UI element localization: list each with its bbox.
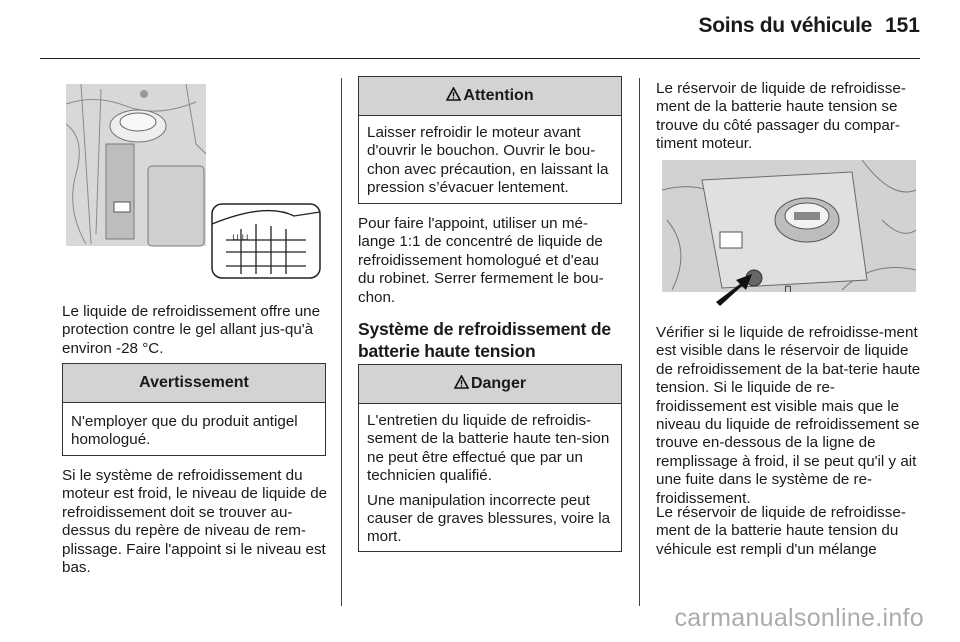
warning-box — [62, 363, 326, 456]
warning-triangle-icon — [454, 375, 469, 389]
danger-box — [358, 364, 622, 552]
engine-coolant-illustration — [66, 84, 322, 280]
coolant-level-text: Si le système de refroidissement du moteur est froid, le niveau de liquide de refroidissement doit se trouver au-dessus du repère de niveau de rem-plissage. Faire l'appoint si le niveau est bas. — [62, 467, 328, 577]
warning-box-text: N'employer que du produit antigel homologué. — [71, 413, 298, 449]
column-divider — [639, 78, 640, 606]
reservoir-location-text: Le réservoir de liquide de refroidisse-ment de la batterie haute tension se trouve du côté passager du compar-timent moteur. — [656, 80, 906, 153]
danger-box-text-injury: Une manipulation incorrecte peut causer de graves blessures, voire la mort. — [367, 491, 611, 546]
refill-instructions-text: Pour faire l'appoint, utiliser un mé-lange 1:1 de concentré de liquide de refroidissement homologué et d'eau du robinet. Serrer fermement le bou-chon. — [358, 215, 604, 306]
reservoir-mixture-text: Le réservoir de liquide de refroidisse-ment de la batterie haute tension du véhicule est rempli d'un mélange — [656, 504, 906, 558]
coolant-protection-text: Le liquide de refroidissement offre une protection contre le gel allant jus-qu'à environ -28 °C. — [62, 303, 321, 357]
warning-triangle-icon — [446, 87, 461, 101]
svg-text:⊔ ⊔: ⊔ ⊔ — [232, 232, 249, 242]
section-heading-hv-battery-cooling: Système de refroidissement de batterie haute tension — [358, 319, 611, 361]
header-rule — [40, 58, 920, 59]
page-number: 151 — [884, 14, 920, 37]
caution-box — [358, 76, 622, 204]
running-header-title: Soins du véhicule — [698, 14, 872, 37]
hv-battery-reservoir-illustration — [662, 160, 916, 306]
danger-box-title: Danger — [470, 375, 527, 392]
coolant-visibility-check-text: Vérifier si le liquide de refroidisse-ment est visible dans le réservoir de liquide de refroidissement de la bat-terie haute tension. Si le liquide de re-froidissement est visible mais que le niveau du liquide de refroidissement se trouve en-dessous de la ligne de remplissage à froid, il se peut qu'il y ait une fuite dans le système de re-froidissement. — [656, 324, 921, 507]
column-divider — [341, 78, 342, 606]
caution-box-title: Attention — [463, 87, 534, 104]
caution-box-text: Laisser refroidir le moteur avant d'ouvrir le bouchon. Ouvrir le bou-chon avec précaution, en laissant la pression s’évacuer lentement. — [367, 124, 609, 197]
svg-text:⊓: ⊓ — [784, 284, 792, 295]
watermark: carmanualsonline.info — [674, 604, 924, 632]
danger-box-text-qualified: L'entretien du liquide de refroidis-sement de la batterie haute ten-sion ne peut être effectué que par un technicien qualifié. — [367, 412, 610, 485]
warning-box-title: Avertissement — [63, 364, 325, 403]
